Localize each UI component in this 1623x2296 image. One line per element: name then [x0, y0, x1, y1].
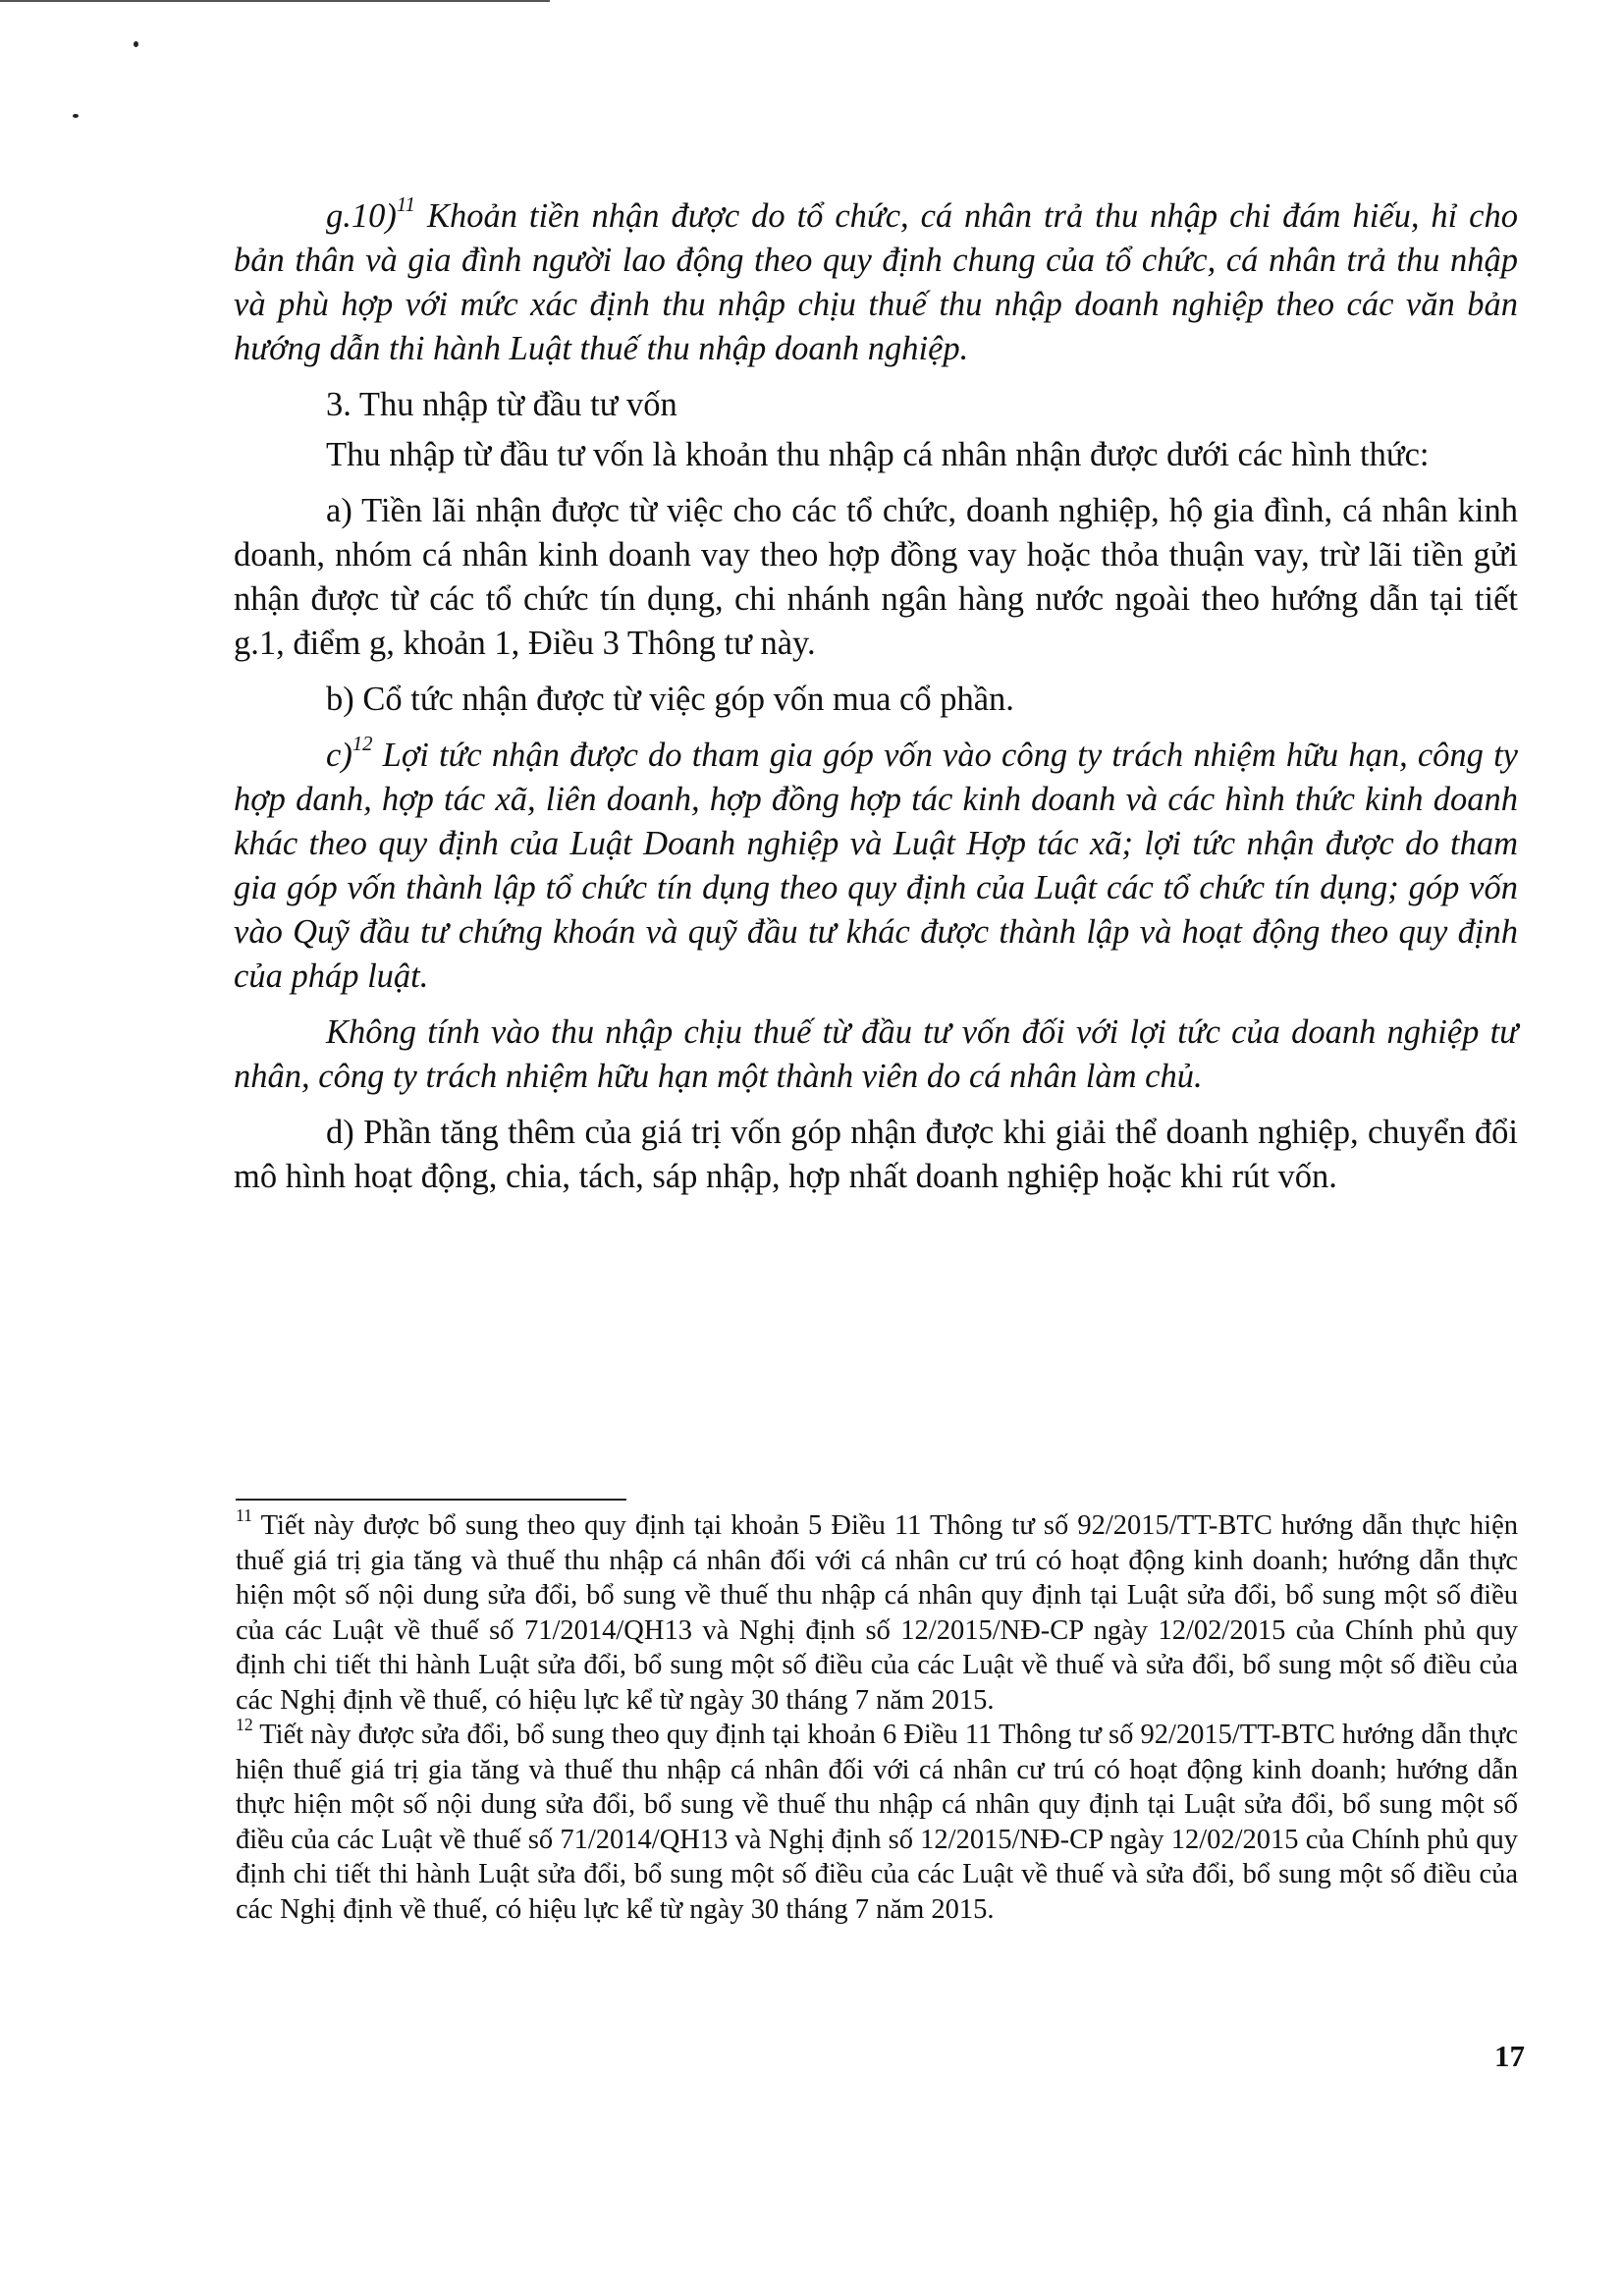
footnote-12	[236, 1714, 1518, 1927]
footnote-separator	[236, 1499, 626, 1501]
scan-speck	[73, 114, 79, 118]
footnote-text: Tiết này được sửa đổi, bổ sung theo quy định tại khoản 6 Điều 11 Thông tư số 92/2015/TT-BTC hướng dẫn thực hiện thuế giá trị gia tăng và thuế thu nhập cá nhân đối với cá nhân cư trú có hoạt động kinh doanh; hướng dẫn thực hiện một số nội dung sửa đổi, bổ sung về thuế thu nhập cá nhân quy định tại Luật sửa đổi, bổ sung một số điều của các Luật về thuế số 71/2014/QH13 và Nghị định số 12/2015/NĐ-CP ngày 12/02/2015 của Chính phủ quy định chi tiết thi hành Luật sửa đổi, bổ sung một số điều của các Luật về thuế và sửa đổi, bổ sung một số điều của các Nghị định về thuế, có hiệu lực kể từ ngày 30 tháng 7 năm 2015.	[236, 1720, 1518, 1925]
page-number: 17	[1494, 2039, 1525, 2073]
paragraph-marker: g.10)	[326, 197, 397, 235]
footnote-11	[236, 1504, 1518, 1718]
footnote-ref-12: 12	[352, 734, 373, 756]
paragraph-b: b) Cổ tức nhận được từ việc góp vốn mua cổ phần.	[326, 681, 1014, 718]
footnote-number: 12	[236, 1714, 253, 1734]
footnote-ref-11: 11	[396, 194, 416, 217]
paragraph-marker: c)	[326, 737, 352, 774]
paragraph-g10	[234, 194, 1518, 371]
paragraph-text: Khoản tiền nhận được do tổ chức, cá nhân trả thu nhập chi đám hiếu, hỉ cho bản thân và gia đình người lao động theo quy định chung của tổ chức, cá nhân trả thu nhập và phù hợp với mức xác định thu nhập chịu thuế thu nhập doanh nghiệp theo các văn bản hướng dẫn thi hành Luật thuế thu nhập doanh nghiệp.	[234, 197, 1518, 367]
paragraph-intro: Thu nhập từ đầu tư vốn là khoản thu nhập cá nhân nhận được dưới các hình thức:	[326, 436, 1430, 473]
paragraph-d: d) Phần tăng thêm của giá trị vốn góp nhận được khi giải thể doanh nghiệp, chuyển đổi mô hình hoạt động, chia, tách, sáp nhập, hợp nhất doanh nghiệp hoặc khi rút vốn.	[234, 1114, 1518, 1195]
paragraph-a: a) Tiền lãi nhận được từ việc cho các tổ chức, doanh nghiệp, hộ gia đình, cá nhân kinh doanh, nhóm cá nhân kinh doanh vay theo hợp đồng vay hoặc thỏa thuận vay, trừ lãi tiền gửi nhận được từ các tổ chức tín dụng, chi nhánh ngân hàng nước ngoài theo hướng dẫn tại tiết g.1, điểm g, khoản 1, Điều 3 Thông tư này.	[234, 492, 1518, 662]
paragraph-exclusion: Không tính vào thu nhập chịu thuế từ đầu tư vốn đối với lợi tức của doanh nghiệp tư nhân, công ty trách nhiệm hữu hạn một thành viên do cá nhân làm chủ.	[234, 1013, 1518, 1095]
footnote-text: Tiết này được bổ sung theo quy định tại khoản 5 Điều 11 Thông tư số 92/2015/TT-BTC hướng dẫn thực hiện thuế giá trị gia tăng và thuế thu nhập cá nhân đối với cá nhân cư trú có hoạt động kinh doanh; hướng dẫn thực hiện một số nội dung sửa đổi, bổ sung về thuế thu nhập cá nhân quy định tại Luật sửa đổi, bổ sung một số điều của các Luật về thuế số 71/2014/QH13 và Nghị định số 12/2015/NĐ-CP ngày 12/02/2015 của Chính phủ quy định chi tiết thi hành Luật sửa đổi, bổ sung một số điều của các Luật về thuế và sửa đổi, bổ sung một số điều của các Nghị định về thuế, có hiệu lực kể từ ngày 30 tháng 7 năm 2015.	[236, 1510, 1518, 1716]
section-heading-3: 3. Thu nhập từ đầu tư vốn	[326, 386, 677, 423]
paragraph-c	[234, 734, 1518, 999]
scan-edge-line	[0, 0, 550, 2]
footnotes	[236, 1504, 1518, 1927]
footnote-number: 11	[236, 1504, 253, 1525]
scan-speck	[134, 41, 138, 47]
main-text	[234, 194, 1518, 1211]
paragraph-text: Lợi tức nhận được do tham gia góp vốn vào công ty trách nhiệm hữu hạn, công ty hợp danh, hợp tác xã, liên doanh, hợp đồng hợp tác kinh doanh và các hình thức kinh doanh khác theo quy định của Luật Doanh nghiệp và Luật Hợp tác xã; lợi tức nhận được do tham gia góp vốn thành lập tổ chức tín dụng theo quy định của Luật các tổ chức tín dụng; góp vốn vào Quỹ đầu tư chứng khoán và quỹ đầu tư khác được thành lập và hoạt động theo quy định của pháp luật.	[234, 737, 1518, 995]
